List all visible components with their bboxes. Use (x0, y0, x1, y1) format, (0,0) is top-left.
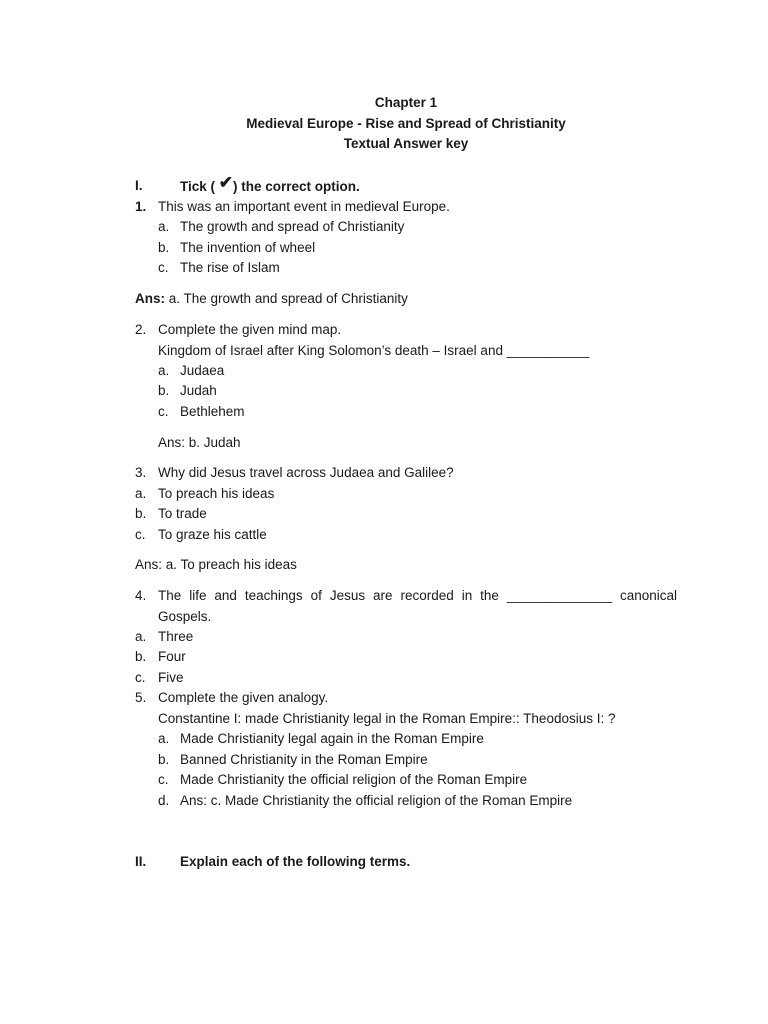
option-label: a. (135, 486, 147, 501)
question-word: teachings (244, 588, 303, 603)
question-3-number: 3. (135, 465, 147, 480)
question-2-number: 2. (135, 322, 147, 337)
option-text: To preach his ideas (158, 486, 275, 501)
option-label: c. (158, 404, 169, 419)
question-word: of (310, 588, 322, 603)
question-1-number: 1. (135, 199, 147, 214)
option-label: d. (158, 793, 170, 808)
question-1-text: This was an important event in medieval Europe. (158, 199, 450, 214)
option-text: The invention of wheel (180, 240, 316, 255)
section-1-heading-pre: Tick ( (180, 179, 216, 194)
question-word: canonical (619, 588, 677, 603)
option-text: To graze his cattle (158, 527, 267, 542)
question-4-text (158, 587, 677, 605)
option-label: b. (158, 383, 170, 398)
document-subtitle: Textual Answer key (343, 136, 469, 151)
option-label: b. (135, 649, 147, 664)
question-5-number: 5. (135, 690, 147, 705)
answer-2: Ans: b. Judah (158, 435, 241, 450)
document-title: Medieval Europe - Rise and Spread of Christianity (246, 116, 566, 131)
section-1-numeral: I. (135, 178, 143, 193)
option-text: To trade (158, 506, 207, 521)
question-word: in (461, 588, 473, 603)
option-text: Bethlehem (180, 404, 245, 419)
question-word: life (189, 588, 207, 603)
option-label: b. (158, 752, 170, 767)
question-4-number: 4. (135, 588, 147, 603)
option-text: Made Christianity the official religion of the Roman Empire (180, 772, 528, 787)
option-text: Banned Christianity in the Roman Empire (180, 752, 428, 767)
option-text: Ans: c. Made Christianity the official religion of the Roman Empire (180, 793, 573, 808)
section-2-numeral: II. (135, 854, 147, 869)
section-2-heading: Explain each of the following terms. (180, 854, 411, 869)
option-text: Judaea (180, 363, 225, 378)
answer-3: Ans: a. To preach his ideas (135, 557, 297, 572)
question-5-text: Complete the given analogy. (158, 690, 329, 705)
option-text: Made Christianity legal again in the Roman Empire (180, 731, 484, 746)
section-1-heading-post: ) the correct option. (233, 179, 360, 194)
question-2-text: Complete the given mind map. (158, 322, 342, 337)
option-text: The rise of Islam (180, 260, 280, 275)
option-label: c. (158, 260, 169, 275)
question-2-prompt: Kingdom of Israel after King Solomon’s death – Israel and ___________ (158, 343, 590, 358)
chapter-heading: Chapter 1 (374, 95, 438, 110)
option-text: Judah (180, 383, 217, 398)
question-word: Jesus (329, 588, 366, 603)
fill-in-blank: ______________ (506, 588, 613, 603)
question-4-text-cont: Gospels. (158, 609, 212, 624)
question-word: recorded (400, 588, 454, 603)
option-label: a. (135, 629, 147, 644)
option-label: c. (135, 527, 146, 542)
question-word: the (480, 588, 499, 603)
tick-icon: ✔ (218, 173, 234, 192)
question-word: are (373, 588, 393, 603)
option-label: b. (158, 240, 170, 255)
question-word: and (214, 588, 237, 603)
answer-1 (135, 290, 408, 308)
option-label: a. (158, 219, 170, 234)
answer-text: a. The growth and spread of Christianity (168, 291, 408, 306)
option-label: a. (158, 363, 170, 378)
option-label: b. (135, 506, 147, 521)
option-text: Five (158, 670, 184, 685)
option-text: Four (158, 649, 186, 664)
option-text: Three (158, 629, 194, 644)
answer-label: Ans: (135, 291, 165, 306)
option-label: a. (158, 731, 170, 746)
option-label: c. (158, 772, 169, 787)
question-word: The (158, 588, 182, 603)
question-5-prompt: Constantine I: made Christianity legal in the Roman Empire:: Theodosius I: ? (158, 711, 616, 726)
option-text: The growth and spread of Christianity (180, 219, 405, 234)
section-1-heading (180, 173, 360, 196)
question-3-text: Why did Jesus travel across Judaea and Galilee? (158, 465, 454, 480)
option-label: c. (135, 670, 146, 685)
